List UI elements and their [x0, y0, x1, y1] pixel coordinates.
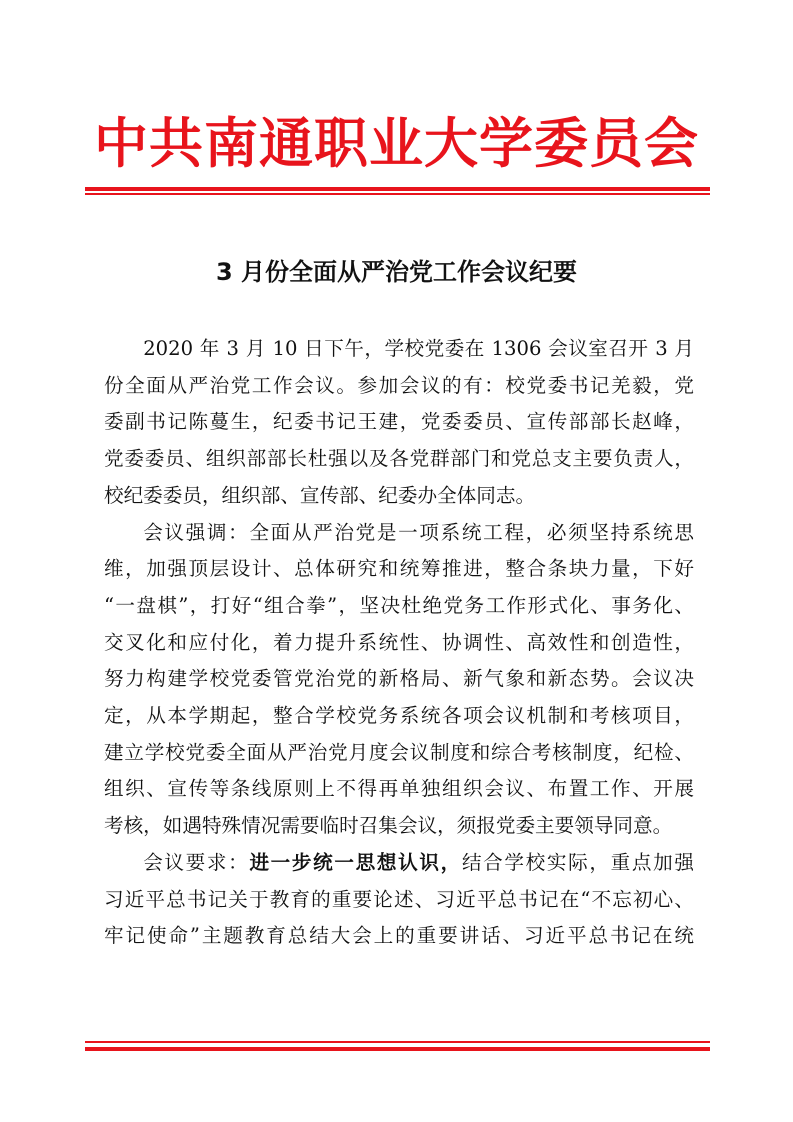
paragraph-1 — [104, 331, 694, 515]
paragraph-line: 维，加强顶层设计、总体研究和统筹推进，整合条块力量，下好 — [104, 557, 694, 581]
paragraph-line: “一盘棋”，打好“组合拳”，坚决杜绝党务工作形式化、事务化、 — [104, 593, 694, 617]
header-rule-thin — [85, 193, 710, 195]
paragraph-line: 习近平总书记关于教育的重要论述、习近平总书记在“不忘初心、 — [104, 887, 694, 911]
footer-rule-thick — [85, 1047, 710, 1051]
paragraph-line: 建立学校党委全面从严治党月度会议制度和综合考核制度，纪检、 — [104, 740, 694, 764]
paragraph-line-text: 全面从严治党是一项系统工程，必须坚持系统思 — [249, 520, 695, 544]
paragraph-line — [104, 845, 694, 882]
paragraph-line: 2020 年 3 月 10 日下午，学校党委在 1306 会议室召开 3 月 — [143, 337, 694, 360]
paragraph-3 — [104, 845, 694, 955]
paragraph-line: 努力构建学校党委管党治党的新格局、新气象和新态势。会议决 — [104, 667, 694, 691]
paragraph-line-text: 结合学校实际，重点加强 — [461, 850, 695, 874]
paragraph-lead: 会议要求： — [143, 850, 250, 874]
paragraph-line: 份全面从严治党工作会议。参加会议的有：校党委书记羌毅，党 — [104, 373, 694, 397]
paragraph-line: 牢记使命”主题教育总结大会上的重要讲话、习近平总书记在统 — [104, 924, 694, 948]
paragraph-line: 委副书记陈蔓生，纪委书记王建，党委委员、宣传部部长赵峰， — [104, 410, 694, 434]
document-body — [104, 331, 694, 955]
paragraph-line: 组织、宣传等条线原则上不得再单独组织会议、布置工作、开展 — [104, 777, 694, 801]
paragraph-line: 考核，如遇特殊情况需要临时召集会议，须报党委主要领导同意。 — [104, 814, 673, 838]
paragraph-line: 校纪委委员，组织部、宣传部、纪委办全体同志。 — [104, 483, 536, 507]
paragraph-lead: 会议强调： — [143, 520, 250, 544]
document-title: 3 月份全面从严治党工作会议纪要 — [215, 258, 578, 286]
header-rule-thick — [85, 187, 710, 191]
paragraph-line — [104, 515, 694, 552]
footer-rule-thin — [85, 1041, 710, 1043]
paragraph-line: 定，从本学期起，整合学校党务系统各项会议机制和考核项目， — [104, 704, 694, 728]
paragraph-2 — [104, 515, 694, 845]
paragraph-line: 交叉化和应付化，着力提升系统性、协调性、高效性和创造性， — [104, 630, 694, 654]
paragraph-lead-emphasis: 进一步统一思想认识， — [249, 850, 462, 874]
organization-masthead: 中共南通职业大学委员会 — [94, 111, 699, 175]
paragraph-line: 党委委员、组织部部长杜强以及各党群部门和党总支主要负责人， — [104, 447, 694, 471]
